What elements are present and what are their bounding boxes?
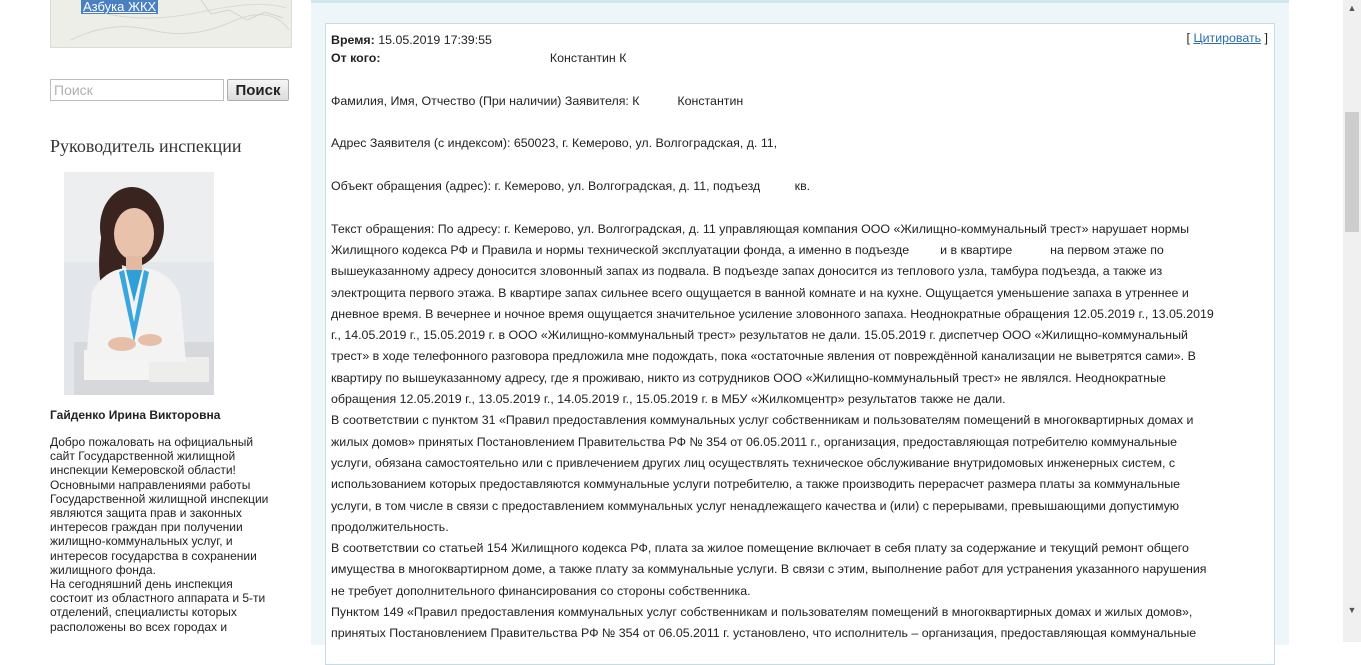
welcome-line: интересов государства в сохранении — [50, 548, 257, 563]
time-value: 15.05.2019 17:39:55 — [378, 33, 492, 47]
address-line: Адрес Заявителя (с индексом): 650023, г. Кемерово, ул. Волгоградская, д. 11, — [331, 136, 778, 151]
welcome-text — [50, 435, 295, 634]
body-line: Жилищного кодекса РФ и Правила и нормы технической эксплуатации фонда, а именно в подъезде и в квартире на первом этаже по — [331, 242, 1164, 257]
page-scrollbar[interactable] — [1343, 0, 1361, 642]
welcome-line: интересов граждан при получении — [50, 520, 243, 535]
body-line: услуги, в том числе в связи с предоставлением коммунальных услуг ненадлежащего качества и (или) с перерывами, превышающими допустимую — [331, 498, 1180, 513]
welcome-line: жилищно-коммунальных услуг, и — [50, 534, 233, 549]
search-input[interactable] — [50, 79, 224, 101]
welcome-line: расположены во всех городах и — [50, 619, 228, 634]
head-portrait-photo — [64, 172, 214, 395]
welcome-line: Государственной жилищной инспекции — [50, 491, 269, 506]
from-value: Константин К — [549, 51, 627, 66]
object-line: Объект обращения (адрес): г. Кемерово, ул. Волгоградская, д. 11, подъезд кв. — [331, 179, 811, 194]
time-label: Время — [331, 33, 371, 47]
body-line: дневное время. В вечернее и ночное время ощущается значительное усиление зловонного запаха. Неоднократные обращения 12.05.2019 г., 13.05.2019 — [331, 306, 1214, 321]
body-line: электрощита первого этажа. В квартире запах сильнее всего ощущается в ванной комнате и на кухне. Ощущается уменьшение запаха в утреннее и — [331, 285, 1189, 300]
body-line: трест» в ходе телефонного разговора предложила мне подождать, пока «остаточные явления от повреждённой канализации не выветрятся сами». В — [331, 349, 1196, 364]
body-line: имущества в многоквартирном доме, а также плату за коммунальные услуги. В связи с этим, выполнение работ для устранения указанного нарушения — [331, 562, 1207, 577]
body-line: квартиру по вышеуказанному адресу, где я проживаю, никто из сотрудников ООО «Жилищно-коммунальный трест» не являлся. Неоднократные — [331, 370, 1166, 385]
message-card — [325, 23, 1275, 665]
body-line: вышеуказанному адресу доносится зловонный запах из подвала. В подъезде запах доносится из теплового узла, тамбура подъезда, а также из — [331, 264, 1163, 279]
scroll-down-arrow-icon[interactable]: ▼ — [1347, 605, 1357, 615]
message-time: Время: 15.05.2019 17:39:55 — [331, 33, 492, 47]
quote-control: [ Цитировать ] — [1186, 31, 1268, 45]
head-name: Гайденко Ирина Викторовна — [50, 408, 221, 422]
body-line: не требует дополнительного финансирования со стороны собственника. — [331, 583, 751, 598]
body-line: обращения 12.05.2019 г., 13.05.2019 г., 14.05.2019 г., 15.05.2019 г. в МБУ «Жилкомцентр» результатов также не дали. — [331, 392, 1006, 407]
message-from: От кого: Константин К — [331, 51, 627, 66]
azbuka-zhkh-link[interactable]: Азбука ЖКХ — [83, 0, 157, 14]
body-line: Пунктом 149 «Правил предоставления коммунальных услуг собственникам и пользователям помещений в многоквартирных домах и жилых домов», — [331, 605, 1193, 620]
scroll-up-arrow-icon[interactable]: ▲ — [1347, 3, 1357, 13]
welcome-line: отделений, специалисты которых — [50, 605, 237, 620]
body-line: В соответствии со статьей 154 Жилищного кодекса РФ, плата за жилое помещение включает в себя плату за содержание и текущий ремонт общего — [331, 541, 1189, 556]
body-line: продолжительность. — [331, 519, 449, 534]
welcome-line: инспекции Кемеровской области! — [50, 463, 236, 478]
body-line: Текст обращения: По адресу: г. Кемерово, ул. Волгоградская, д. 11 управляющая компания ООО «Жилищно-коммунальный трест» нарушает нормы — [331, 221, 1190, 236]
fio-line: Фамилия, Имя, Отчество (При наличии) Заявителя: К Константин — [331, 93, 744, 108]
welcome-line: На сегодняшний день инспекция — [50, 577, 233, 592]
body-line: жилых домов» принятых Постановлением Правительства РФ № 354 от 06.05.2011 г., организация, предоставляющая потребителю коммунальные — [331, 434, 1178, 449]
welcome-line: жилищного фонда. — [50, 562, 156, 577]
body-line: г., 14.05.2019 г., 15.05.2019 г. в ООО «Жилищно-коммунальный трест» результатов не дали. 15.05.2019 г. диспетчер ООО «Жилищно-коммунальный — [331, 328, 1188, 343]
message-body — [331, 30, 1261, 645]
from-label: От кого — [331, 51, 377, 66]
body-line: использованием которых предоставляются коммунальные услуги потребителю, а также производить перерасчет размера платы за коммунальные — [331, 477, 1181, 492]
scrollbar-thumb[interactable] — [1345, 112, 1359, 232]
welcome-line: состоит из областного аппарата и 5-ти — [50, 591, 266, 606]
search-button[interactable]: Поиск — [227, 79, 289, 101]
welcome-line: Основными направлениями работы — [50, 477, 251, 492]
quote-link[interactable]: Цитировать — [1193, 31, 1262, 45]
welcome-line: Добро пожаловать на официальный — [50, 435, 254, 449]
welcome-line: сайт Государственной жилищной — [50, 449, 236, 464]
welcome-line: являются защита прав и законных — [50, 506, 242, 521]
body-line: В соответствии с пунктом 31 «Правил предоставления коммунальных услуг собственникам и пользователям помещений в многоквартирных домах и — [331, 413, 1194, 428]
map-widget — [50, 0, 292, 48]
body-line: услуги, обязана самостоятельно или с привлечением других лиц осуществлять техническое обслуживание внутридомовых инженерных систем, с — [331, 455, 1176, 470]
section-title: Руководитель инспекции — [50, 136, 242, 156]
body-line: принятых Постановлением Правительства РФ № 354 от 06.05.2011 г. установлено, что исполнитель – организация, предоставляющая коммунальные — [331, 626, 1197, 641]
